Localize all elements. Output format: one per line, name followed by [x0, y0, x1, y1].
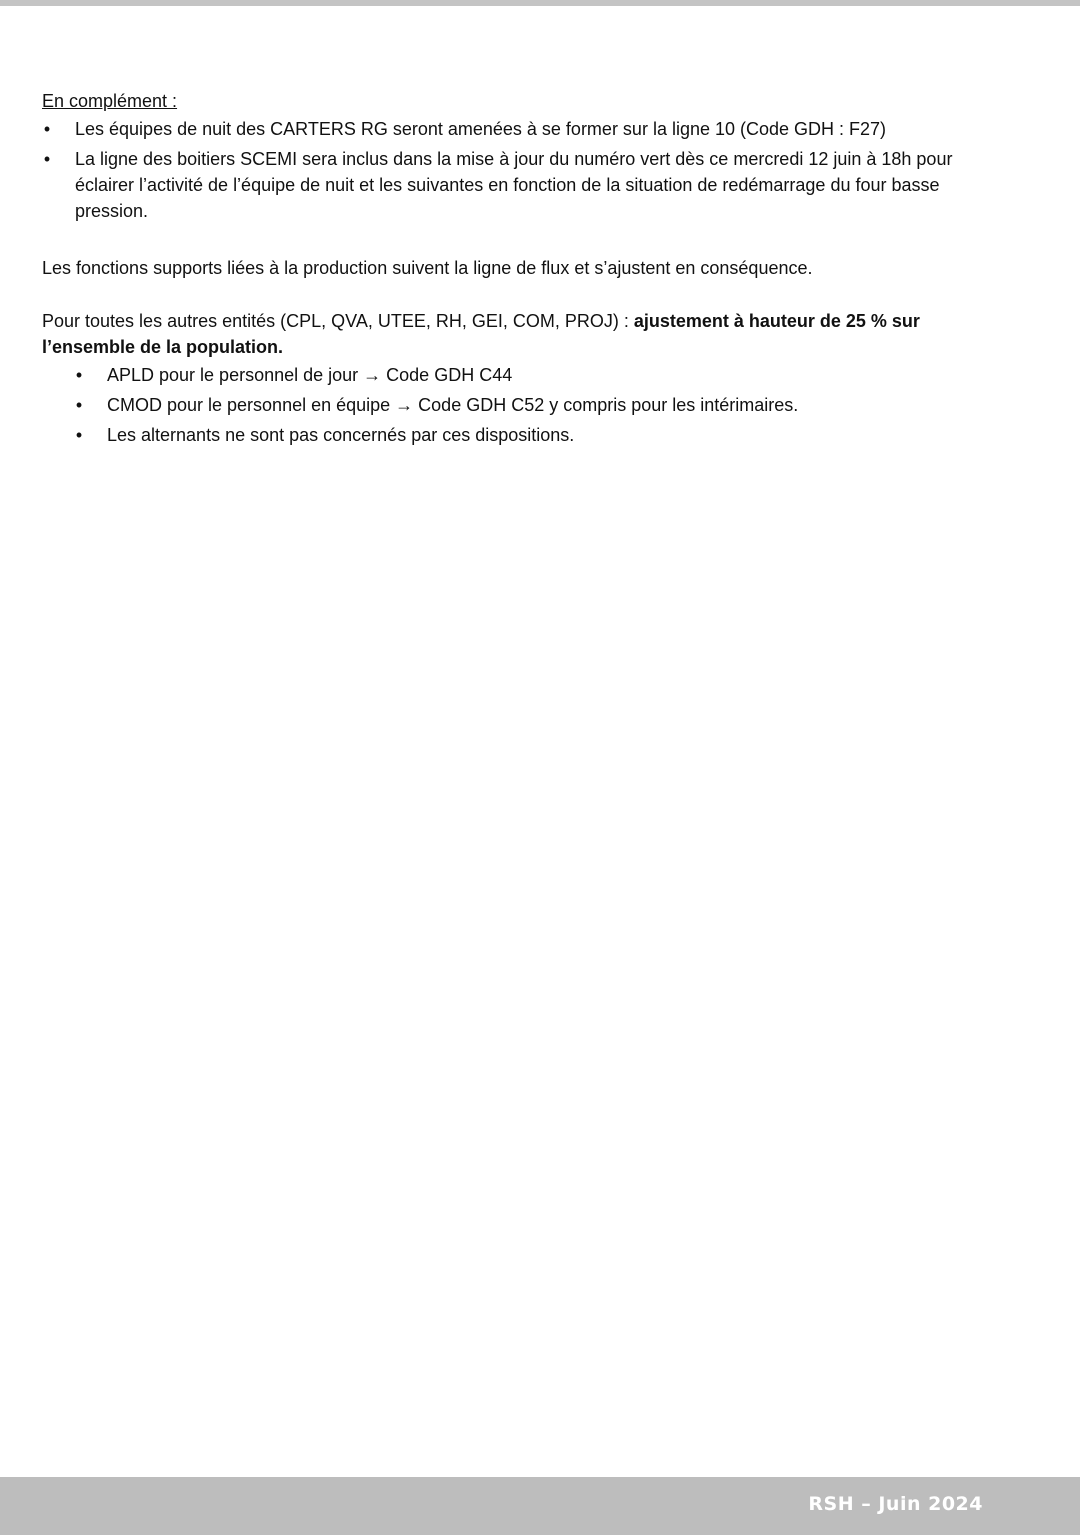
- footer-text: RSH – Juin 2024: [808, 1493, 983, 1515]
- list-item: [42, 362, 1002, 388]
- list-item: [42, 422, 1002, 448]
- complement-list: [42, 116, 1002, 224]
- support-functions-paragraph: Les fonctions supports liées à la production suivent la ligne de flux et s’ajustent en conséquence.: [42, 258, 813, 278]
- list-item-text: Les alternants ne sont pas concernés par ces dispositions.: [107, 425, 575, 445]
- document-body: [42, 88, 1002, 452]
- entities-list: [42, 362, 1002, 448]
- bullet-icon: •: [75, 395, 83, 415]
- page-footer: [0, 1477, 1080, 1535]
- bullet-icon: •: [75, 365, 83, 385]
- list-item: [42, 146, 1002, 224]
- bullet-icon: •: [43, 119, 51, 139]
- list-item: [42, 116, 1002, 142]
- list-item: [42, 392, 1002, 418]
- section-heading: En complément :: [42, 91, 178, 111]
- bullet-icon: •: [75, 425, 83, 445]
- adjustment-emphasis: ajustement à hauteur de 25 % sur l’ensemble de la population.: [42, 311, 920, 357]
- list-item-text: Les équipes de nuit des CARTERS RG seront amenées à se former sur la ligne 10 (Code GDH : F27): [75, 119, 887, 139]
- list-item-text: La ligne des boitiers SCEMI sera inclus dans la mise à jour du numéro vert dès ce mercredi 12 juin à 18h pour éclairer l’activité de l’équipe de nuit et les suivantes en fonction de la situation de redémarrage du four basse pression.: [75, 149, 953, 221]
- page-top-border: [0, 0, 1080, 6]
- list-item-text: CMOD pour le personnel en équipe → Code GDH C52 y compris pour les intérimaires.: [107, 395, 799, 415]
- other-entities-paragraph: [42, 308, 1002, 360]
- bullet-icon: •: [43, 149, 51, 169]
- other-entities-text: Pour toutes les autres entités (CPL, QVA, UTEE, RH, GEI, COM, PROJ) :: [42, 311, 634, 331]
- list-item-text: APLD pour le personnel de jour → Code GDH C44: [107, 365, 513, 385]
